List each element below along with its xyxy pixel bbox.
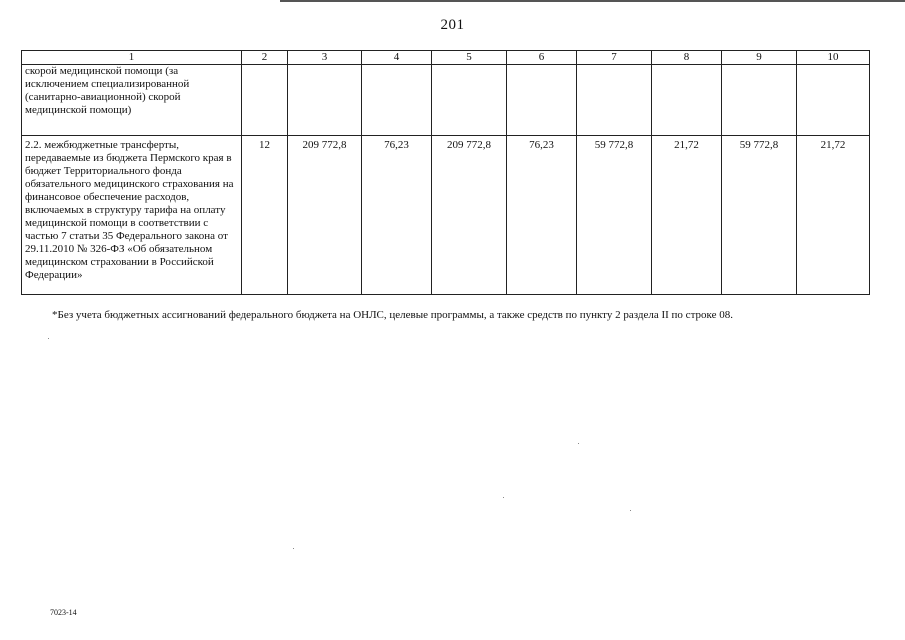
table-cell: 21,72 — [797, 136, 870, 295]
scan-speck — [503, 497, 504, 498]
table-cell — [652, 65, 722, 136]
table-cell: 21,72 — [652, 136, 722, 295]
table-row — [22, 65, 870, 136]
column-header: 9 — [722, 51, 797, 65]
row-description: скорой медицинской помощи (за исключением специализированной (санитарно-авиационной) скорой медицинской помощи) — [22, 65, 242, 136]
table-cell: 209 772,8 — [432, 136, 507, 295]
column-header: 5 — [432, 51, 507, 65]
column-header: 8 — [652, 51, 722, 65]
table-cell: 76,23 — [362, 136, 432, 295]
table-cell — [362, 65, 432, 136]
table-row — [22, 136, 870, 295]
row-line-number: 12 — [242, 136, 288, 295]
scan-edge-line — [280, 0, 905, 2]
column-header: 6 — [507, 51, 577, 65]
table-cell — [288, 65, 362, 136]
scan-speck — [630, 510, 631, 511]
row-description: 2.2. межбюджетные трансферты, передаваемые из бюджета Пермского края в бюджет Территориального фонда обязательного медицинского страхования на финансовое обеспечение расходов, включаемых в структуру тарифа на оплату медицинской помощи в соответствии с частью 7 статьи 35 Федерального закона от 29.11.2010 № 326-ФЗ «Об обязательном медицинском страховании в Российской Федерации» — [22, 136, 242, 295]
scan-speck — [293, 548, 294, 549]
table-cell — [432, 65, 507, 136]
budget-table — [21, 50, 870, 295]
table-cell — [797, 65, 870, 136]
column-header: 7 — [577, 51, 652, 65]
document-code: 7023-14 — [50, 608, 77, 617]
column-header: 2 — [242, 51, 288, 65]
column-header: 3 — [288, 51, 362, 65]
column-header: 10 — [797, 51, 870, 65]
table-cell: 59 772,8 — [722, 136, 797, 295]
table-cell — [722, 65, 797, 136]
table-cell: 209 772,8 — [288, 136, 362, 295]
table-cell — [577, 65, 652, 136]
scan-speck — [48, 338, 49, 339]
column-header: 1 — [22, 51, 242, 65]
column-header: 4 — [362, 51, 432, 65]
scan-speck — [578, 443, 579, 444]
page-number: 201 — [440, 17, 465, 33]
table-cell — [507, 65, 577, 136]
table-cell: 76,23 — [507, 136, 577, 295]
table-header-row — [22, 51, 870, 65]
footnote: *Без учета бюджетных ассигнований федерального бюджета на ОНЛС, целевые программы, а также средств по пункту 2 раздела II по строке 08. — [52, 309, 733, 321]
row-line-number — [242, 65, 288, 136]
table-cell: 59 772,8 — [577, 136, 652, 295]
